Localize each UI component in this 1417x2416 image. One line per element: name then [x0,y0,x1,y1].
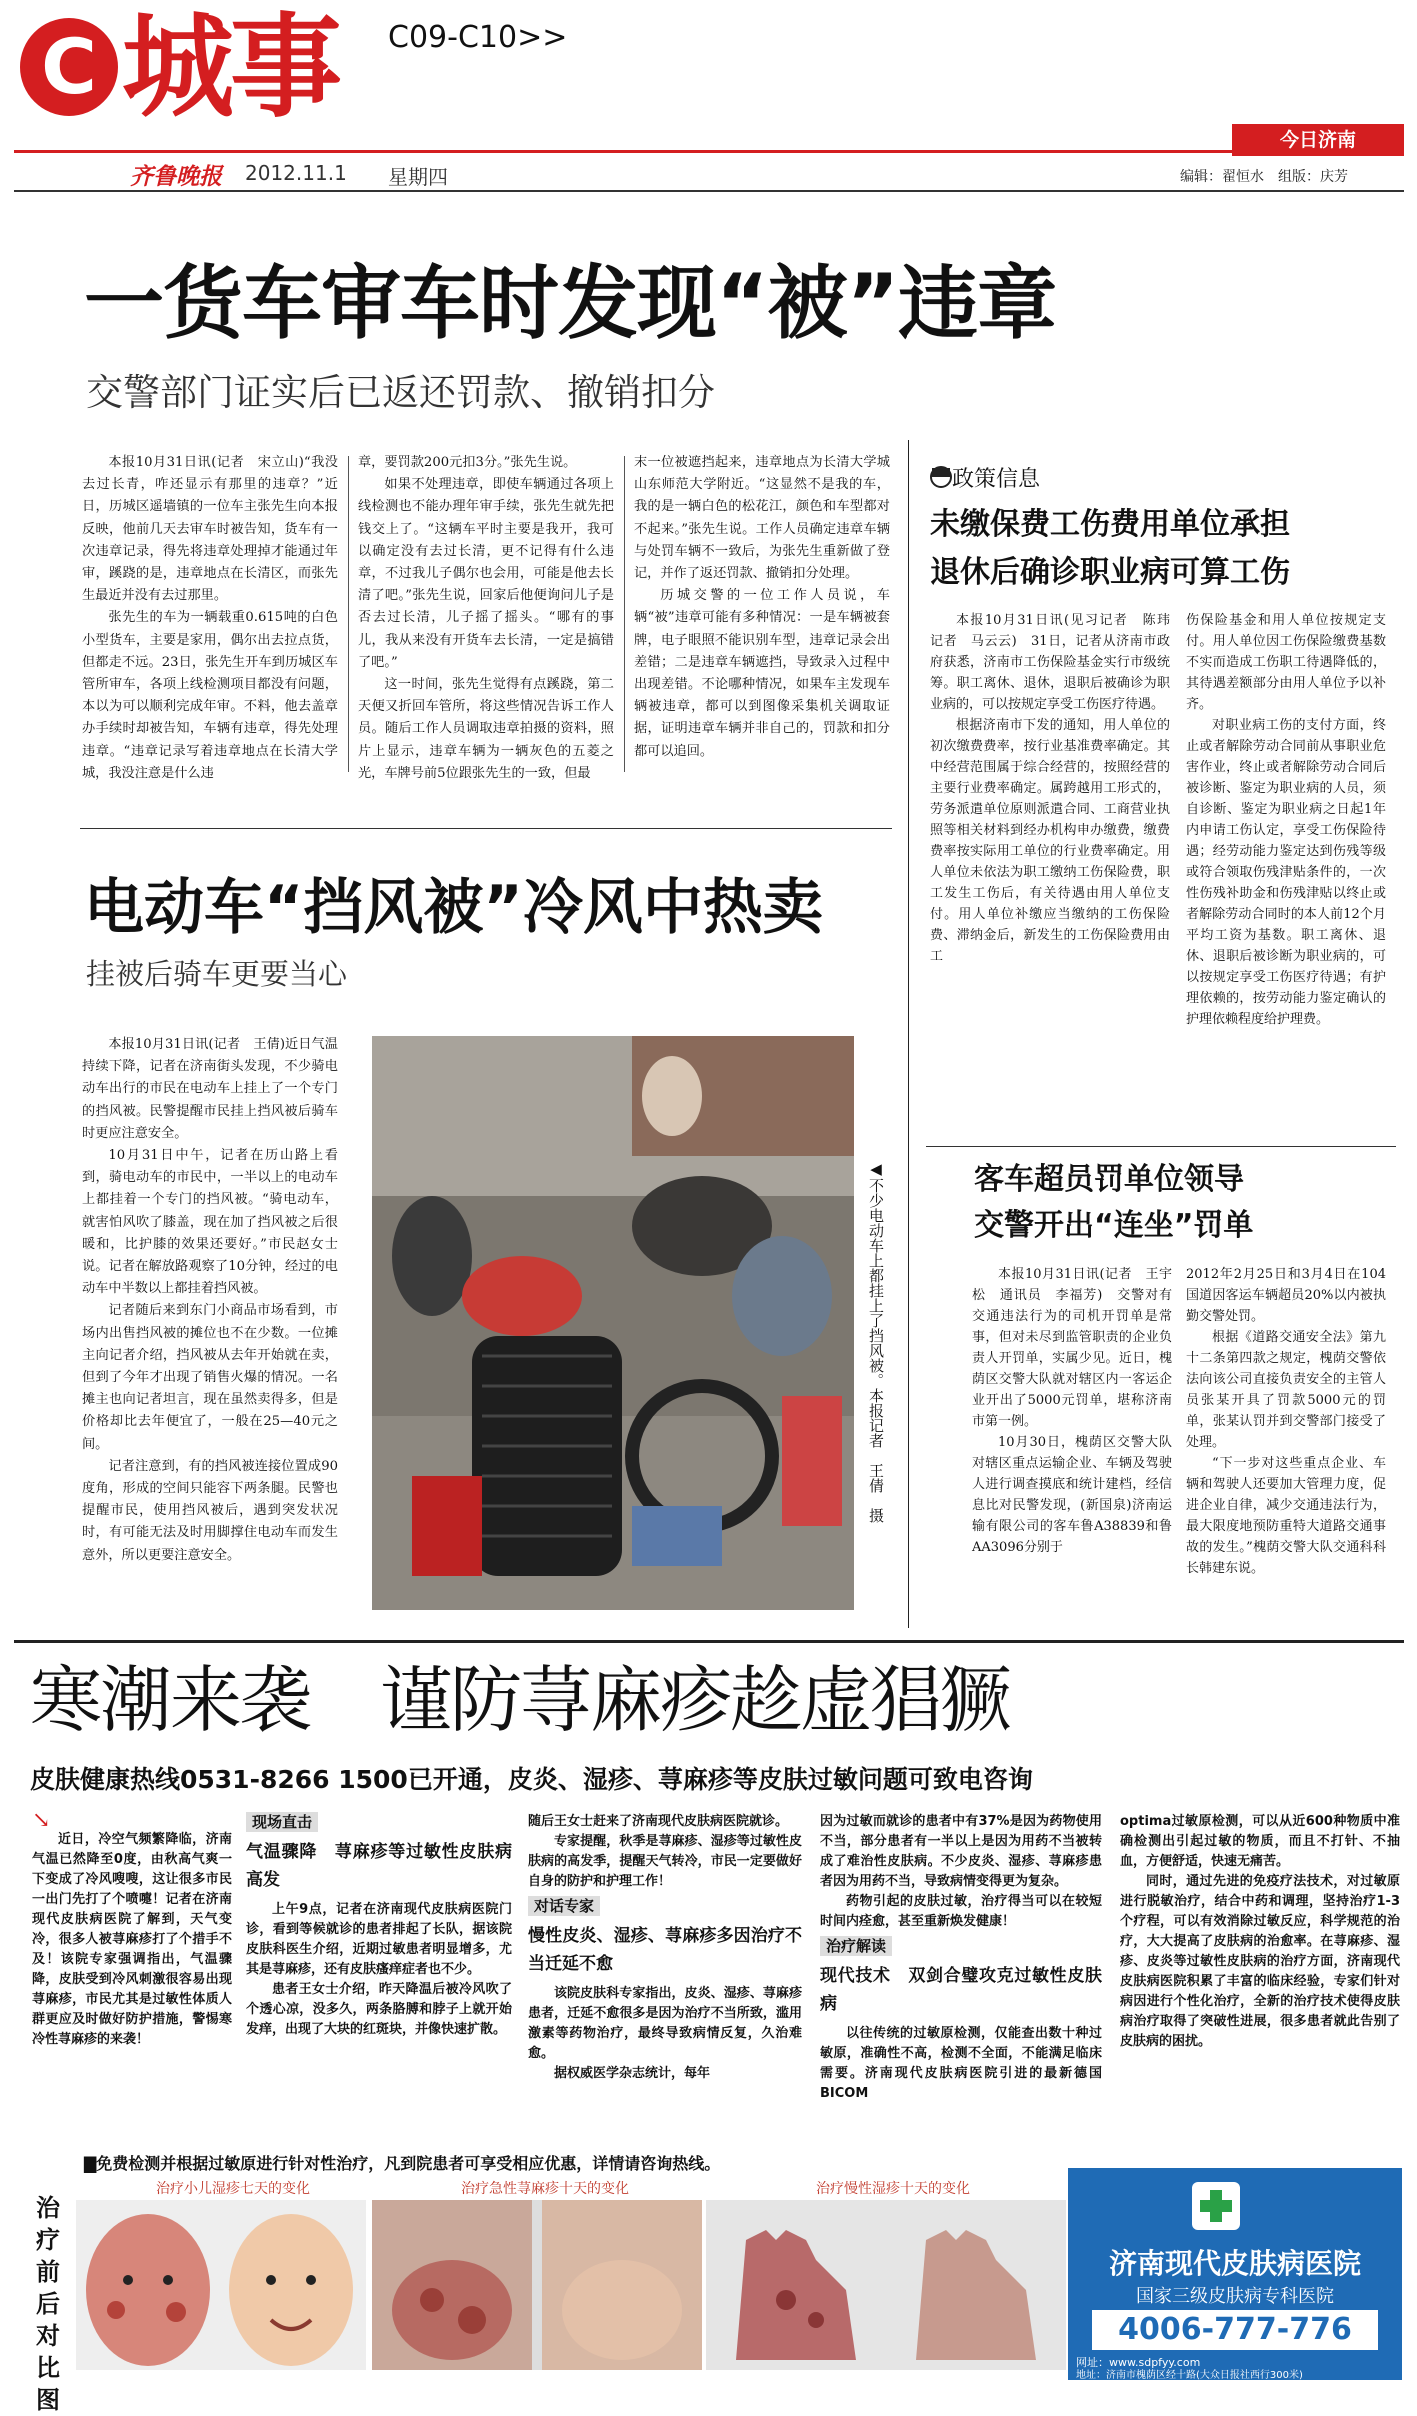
story1-subhead: 交警部门证实后已返还罚款、撤销扣分 [86,371,715,414]
paragraph: 历城交警的一位工作人员说，车辆“被”违章可能有多种情况：一是车辆被套牌，电子眼照不能识别车型，违章记录会出差错；二是违章车辆遮挡，导致录入过程中出现差错。不论哪种情况，如果车主发现车辆被违章，都可以到图像采集机关调取证据，证明违章车辆并非自己的，罚款和扣分都可以追回。 [634,588,890,759]
paragraph: 本报10月31日讯(记者 宋立山)“我没去过长青，咋还显示有那里的违章？”近日，历城区遥墙镇的一位车主张先生向本报反映，他前几天去审车时被告知，货车有一次违章记录，得先将违章处理掉才能通过年审，蹊跷的是，违章地点在长清区，而张先生最近并没有去过那里。 [82,455,338,604]
editor-credit: 编辑：翟恒水 组版：庆芳 [1180,169,1348,185]
ad-section-title: 气温骤降 荨麻疹等过敏性皮肤病高发 [246,1842,512,1890]
photo-caption: ◀不少电动车上都挂上了挡风被。本报记者 王倩 摄 [867,1160,885,1523]
before-after-photo-2 [372,2200,702,2370]
paragraph: 本报10月31日讯(记者 王宇松 通讯员 李福芳) 交警对有交通违法行为的司机开罚单是常事，但对未尽到监管职责的企业负责人开罚单，实属少见。近日，槐荫区交警大队就对辖区内一客运企业开出了5000元罚单，堪称济南市第一例。 [972,1267,1172,1429]
urticaria-illustration [372,2200,702,2370]
ad-column-4 [1120,1812,1400,2142]
story4-headline-2: 交警开出“连坐”罚单 [974,1208,1254,1243]
photo-label-2: 治疗急性荨麻疹十天的变化 [461,2181,629,2197]
story2-headline: 电动车“挡风被”冷风中热卖 [84,873,823,943]
paragraph: 专家提醒，秋季是荨麻疹、湿疹等过敏性皮肤病的高发季，提醒天气转冷，市民一定要做好自身的防护和护理工作！ [528,1834,802,1889]
story1-headline: 一货车审车时发现“被”违章 [84,257,1057,350]
paragraph: 记者随后来到东门小商品市场看到，市场内出售挡风被的摊位也不在少数。一位摊主向记者介绍，挡风被从去年开始就在卖，但到了今年才出现了销售火爆的情况。一名摊主也向记者坦言，现在虽然卖得多，但是价格却比去年便宜了，一般在25—40元之间。 [82,1303,338,1452]
paragraph: 本报10月31日讯(见习记者 陈玮 记者 马云云) 31日，记者从济南市政府获悉，济南市工伤保险基金实行市级统筹。职工离休、退休，退职后被确诊为职业病的，可以按规定享受工伤医疗待遇。 [930,613,1184,712]
policy-kicker: 政策信息 [952,467,1041,492]
story4-column-1 [972,1264,1172,1608]
story-separator [926,1146,1396,1147]
story3-column-1 [930,610,1184,1158]
paragraph: 该院皮肤科专家指出，皮炎、湿疹、荨麻疹患者，迁延不愈很多是因为治疗不当所致，滥用激素等药物治疗，最终导致病情反复，久治难愈。 [528,1986,802,2061]
paragraph: 据权威医学杂志统计，每年 [554,2066,711,2081]
story3-headline-1: 未缴保费工伤费用单位承担 [930,507,1290,542]
paragraph: 因为过敏而就诊的患者中有37%是因为药物使用不当，部分患者有一半以上是因为用药不当被转成了难治性皮肤病。不少皮炎、湿疹、荨麻疹患者因为用药不当，导致病情变得更为复杂。 [820,1814,1102,1889]
paragraph: 本报10月31日讯(记者 王倩)近日气温持续下降，记者在济南街头发现，不少骑电动车出行的市民在电动车上挂上了一个专门的挡风被。民警提醒市民挂上挡风被后骑车时更应注意安全。 [82,1037,338,1141]
before-after-photo-3 [706,2200,1066,2370]
ad-lead: 近日，冷空气频繁降临，济南气温已然降至0度，由秋高气爽一下变成了冷风嗖嗖，这让很多市民一出门先打了个喷嚏！记者在济南现代皮肤病医院了解到，天气变冷，很多人被荨麻疹打了个措手不及！该院专家强调指出，气温骤降，皮肤受到冷风刺激很容易出现荨麻疹，市民尤其是过敏性体质人群更应及时做好防护措施，警惕寒冷性荨麻疹的来袭！ [32,1832,232,2047]
section-title: 城事 [122,3,338,133]
column-divider [624,456,625,772]
section-divider [908,440,909,1628]
paragraph: 药物引起的皮肤过敏，治疗得当可以在较短时间内痊愈，甚至重新焕发健康！ [820,1894,1102,1929]
issue-weekday: 星期四 [388,165,448,189]
page-range: C09-C10>> [388,20,568,55]
hospital-web: 网址：www.sdpfyy.com [1076,2356,1201,2369]
paragraph: 以往传统的过敏原检测，仅能查出数十种过敏原，准确性不高，检测不全面，不能满足临床需要。济南现代皮肤病医院引进的最新德国BICOM [820,2026,1102,2101]
hospital-phone: 4006-777-776 [1092,2310,1378,2350]
paragraph: 同时，通过先进的免疫疗法技术，对过敏原进行脱敏治疗，结合中药和调理，坚持治疗1-3个疗程，可以有效消除过敏反应，科学规范的治疗，大大提高了皮肤病的治愈率。在荨麻疹、湿疹、皮炎等过敏性皮肤病的治疗方面，济南现代皮肤病医院积累了丰富的临床经验，专家们针对病因进行个性化治疗，全新的治疗技术使得皮肤病治疗取得了突破性进展，很多患者就此告别了皮肤病的困扰。 [1120,1874,1400,2049]
hospital-cross-icon [1192,2182,1240,2230]
story2-subhead: 挂被后骑车更要当心 [86,957,348,991]
electric-bike-photo [372,1036,854,1610]
ad-section-title: 慢性皮炎、湿疹、荨麻疹多因治疗不当迁延不愈 [528,1926,802,1974]
paragraph: 患者王女士介绍，昨天降温后被冷风吹了个透心凉，没多久，两条胳膊和脖子上就开始发痒，出现了大块的红斑块，并像快速扩散。 [246,1982,512,2037]
chronic-eczema-illustration [706,2200,1066,2370]
ad-section-tag: 治疗解读 [820,1936,892,1956]
edition-tag: 今日济南 [1232,124,1404,156]
paragraph: 10月30日，槐荫区交警大队对辖区重点运输企业、车辆及驾驶人进行调查摸底和统计建档，经信息比对民警发现，(新国泉)济南运输有限公司的客车鲁A38839和鲁AA3096分别于 [972,1435,1172,1555]
story1-column-2 [358,452,614,781]
story4-column-2 [1186,1264,1386,1608]
masthead [0,0,1417,190]
paragraph: 根据济南市下发的通知，用人单位的初次缴费费率，按行业基准费率确定。其中经营范围属于综合经营的，按照经营的主要行业费率确定。属跨越用工形式的，劳务派遣单位原则派遣合同、工商营业执照等相关材料到经办机构申办缴费，缴费费率按实际用工单位的行业费率确定。用人单位未依法为职工缴纳工伤保险费，职工发生工伤后，有关待遇由用人单位支付。用人单位补缴应当缴纳的工伤保险费、滞纳金后，新发生的工伤保险费用由工 [930,718,1170,964]
story4-headline-1: 客车超员罚单位领导 [974,1162,1244,1197]
photo-illustration [372,1036,854,1610]
hospital-address: 地址：济南市槐荫区经十路(大众日报社西行300米) [1076,2370,1303,2381]
ad-section-tag: 对话专家 [528,1896,600,1916]
paper-name: 齐鲁晚报 [130,163,222,190]
paragraph: 末一位被遮挡起来，违章地点为长清大学城山东师范大学附近。“这显然不是我的车，我的是一辆白色的松花江，颜色和车型都对不起来。”张先生说。工作人员确定违章车辆与处罚车辆不一致后，为张先生重新做了登记，并作了返还罚款、撤销扣分处理。 [634,455,890,582]
ad-column-3 [820,1812,1102,2142]
story1-column-3 [634,452,890,774]
story3-headline-2: 退休后确诊职业病可算工伤 [930,555,1290,590]
ad-lead-arrow: ↘ [32,1808,51,1833]
ad-hotline: 皮肤健康热线0531-8266 1500已开通，皮炎、湿疹、荨麻疹等皮肤过敏问题可致电咨询 [30,1765,1033,1794]
story3-column-2 [1186,610,1386,1158]
paragraph: “下一步对这些重点企业、车辆和驾驶人还要加大管理力度，促进企业自律，减少交通违法行为，最大限度地预防重特大道路交通事故的发生。”槐荫交警大队交通科科长韩建东说。 [1186,1456,1386,1576]
ad-top-rule [14,1640,1404,1643]
ad-column-1 [246,1812,512,2142]
story2-column [82,1034,338,1574]
paragraph: 这一时间，张先生觉得有点蹊跷，第二天便又折回车管所，将这些情况告诉工作人员。随后工作人员调取违章拍摄的资料，照片上显示，违章车辆为一辆灰色的五菱之光，车牌号前5位跟张先生的一致，但最 [358,677,614,781]
paragraph: 随后王女士赶来了济南现代皮肤病医院就诊。 [528,1814,789,1829]
ad-side-label: 治疗前后对比图 [36,2194,60,2414]
paragraph: 对职业病工伤的支付方面，终止或者解除劳动合同前从事职业危害作业，终止或者解除劳动合同后被诊断、鉴定为职业病的人员，须自诊断、鉴定为职业病之日起1年内申请工伤认定，享受工伤保险待遇；经劳动能力鉴定达到伤残等级或符合领取伤残津贴条件的，一次性伤残补助金和伤残津贴以终止或者解除劳动合同时的本人前12个月平均工资为基数。职工离休、退休、退职后被诊断为职业病的，可以按规定享受工伤医疗待遇；有护理依赖的，按劳动能力鉴定确认的护理依赖程度给护理费。 [1186,718,1386,1027]
hospital-block [1068,2168,1402,2380]
ad-offer-line: ▇免费检测并根据过敏原进行针对性治疗，凡到院患者可享受相应优惠，详情请咨询热线。 [84,2154,721,2173]
issue-date: 2012.11.1 [245,161,347,185]
ad-section-title: 现代技术 双剑合璧攻克过敏性皮肤病 [820,1966,1102,2014]
column-divider [348,456,349,772]
paragraph: 如果不处理违章，即使车辆通过各项上线检测也不能办理年审手续，张先生就先把钱交上了。“这辆车平时主要是我开，我可以确定没有去过长清，更不记得有什么违章，不过我儿子偶尔也会用，可能是他去长清了吧。”张先生说，回家后他便询问儿子是否去过长清，儿子摇了摇头。“哪有的事儿，我从来没有开货车去长清，一定是搞错了吧。” [358,477,614,670]
photo-label-1: 治疗小儿湿疹七天的变化 [156,2181,310,2197]
paragraph: 张先生的车为一辆载重0.615吨的白色小型货车，主要是家用，偶尔出去拉点货，但都走不远。23日，张先生开车到历城区车管所审车，各项上线检测项目都没有问题，本以为可以顺利完成年审。不料，他去盖章办手续时却被告知，车辆有违章，得先处理违章。“违章记录写着违章地点在长清大学城，我没注意是什么违 [82,610,338,781]
section-logo-letter: C [41,22,97,111]
masthead-rule-top [14,150,1404,153]
ad-column-2 [528,1812,802,2142]
paragraph: 2012年2月25日和3月4日在104国道因客运车辆超员20%以内被执勤交警处罚。 [1186,1267,1386,1324]
paragraph: 伤保险基金和用人单位按规定支付。用人单位因工伤保险缴费基数不实而造成工伤职工待遇降低的，其待遇差额部分由用人单位予以补齐。 [1186,613,1386,712]
paragraph: 记者注意到，有的挡风被连接位置成90度角，形成的空间只能容下两条腿。民警也提醒市民，使用挡风被后，遇到突发状况时，有可能无法及时用脚撑住电动车而发生意外，所以更要注意安全。 [82,1458,338,1563]
paragraph: 10月31日中午，记者在历山路上看到，骑电动车的市民中，一半以上的电动车上都挂着一个专门的挡风被。“骑电动车，就害怕风吹了膝盖，现在加了挡风被之后很暖和，比护膝的效果还要好。”市民赵女士说。记者在解放路观察了10分钟，经过的电动车中半数以上都挂着挡风被。 [82,1148,338,1297]
ad-headline: 寒潮来袭 谨防荨麻疹趁虚猖獗 [30,1658,1011,1742]
hospital-name: 济南现代皮肤病医院 [1108,2247,1361,2280]
story-separator [80,828,892,829]
paragraph: optima过敏原检测，可以从近600种物质中准确检测出引起过敏的物质，而且不打针、不抽血，方便舒适，快速无痛苦。 [1120,1814,1400,1869]
story1-column-1 [82,452,338,781]
masthead-rule-bottom [14,190,1404,192]
paragraph: 根据《道路交通安全法》第九十二条第四款之规定，槐荫交警依法向该公司直接负责安全的主管人员张某开具了罚款5000元的罚单，张某认罚并到交警部门接受了处理。 [1186,1330,1386,1450]
paragraph: 章，要罚款200元扣3分。”张先生说。 [358,455,577,470]
child-eczema-illustration [76,2200,366,2370]
ad-section-tag: 现场直击 [246,1812,318,1832]
paragraph: 上午9点，记者在济南现代皮肤病医院门诊，看到等候就诊的患者排起了长队，据该院皮肤科医生介绍，近期过敏患者明显增多，尤其是荨麻疹，还有皮肤瘙痒症者也不少。 [246,1902,512,1977]
hospital-subtitle: 国家三级皮肤病专科医院 [1136,2286,1334,2307]
policy-kicker-icon [930,466,952,488]
ad-lead-column [32,1830,232,2140]
before-after-photo-1 [76,2200,366,2370]
photo-label-3: 治疗慢性湿疹十天的变化 [816,2181,970,2197]
